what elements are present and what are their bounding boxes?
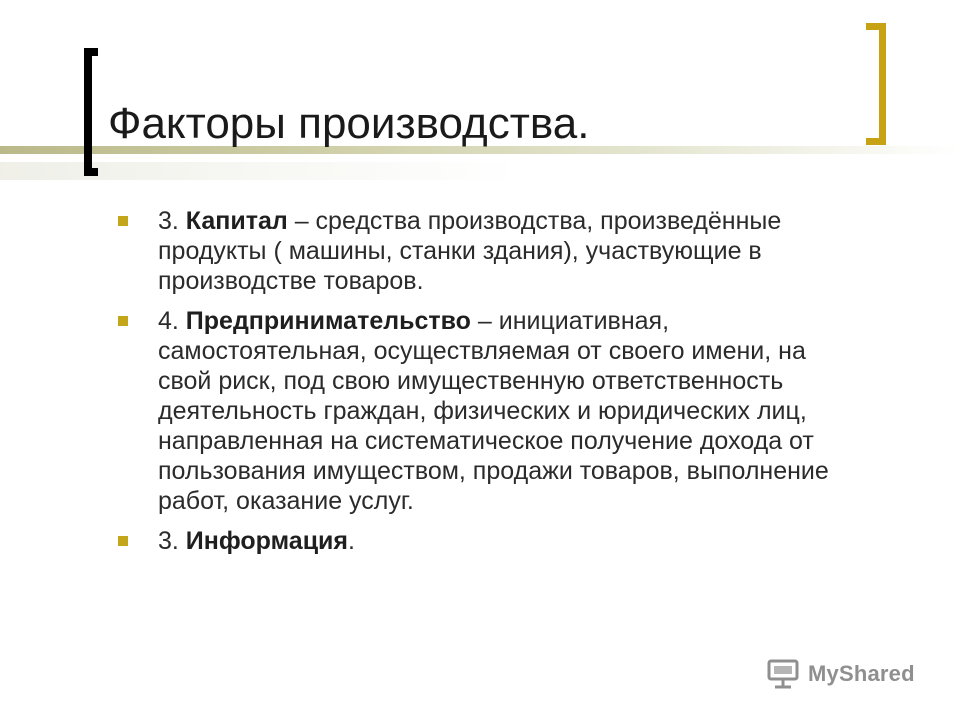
bullet-list: [118, 206, 858, 566]
bullet-text: – средства производства, произведённые продукты ( машины, станки здания), участвующие в производстве товаров.: [158, 207, 782, 295]
bullet-term: Капитал: [185, 207, 288, 235]
bullet-number: 3.: [158, 527, 186, 555]
bullet-term: Информация: [185, 527, 349, 555]
bullet-item-entrepreneurship: [118, 306, 858, 516]
left-bracket-decoration: [84, 48, 98, 176]
presentation-icon: [766, 659, 800, 689]
slide-title: Факторы производства.: [108, 99, 590, 148]
square-bullet-icon: [118, 536, 128, 546]
square-bullet-icon: [118, 216, 128, 226]
bullet-number: 4.: [158, 307, 186, 335]
bullet-text: – инициативная, самостоятельная, осуществляемая от своего имени, на свой риск, под свою имущественную ответственность деятельность граждан, физических и юридических лиц, направленная на систематическое получение дохода от пользования имуществом, продажи товаров, выполнение работ, оказание услуг.: [158, 307, 829, 515]
bullet-text: .: [348, 527, 355, 555]
title-rule-shadow: [0, 162, 520, 180]
bullet-item-information: [118, 526, 858, 556]
bullet-item-capital: [118, 206, 858, 296]
myshared-watermark: [766, 656, 915, 692]
right-bracket-decoration: [866, 23, 886, 145]
square-bullet-icon: [118, 316, 128, 326]
watermark-text: MyShared: [808, 661, 915, 686]
bullet-term: Предпринимательство: [185, 307, 471, 335]
bullet-number: 3.: [158, 207, 186, 235]
